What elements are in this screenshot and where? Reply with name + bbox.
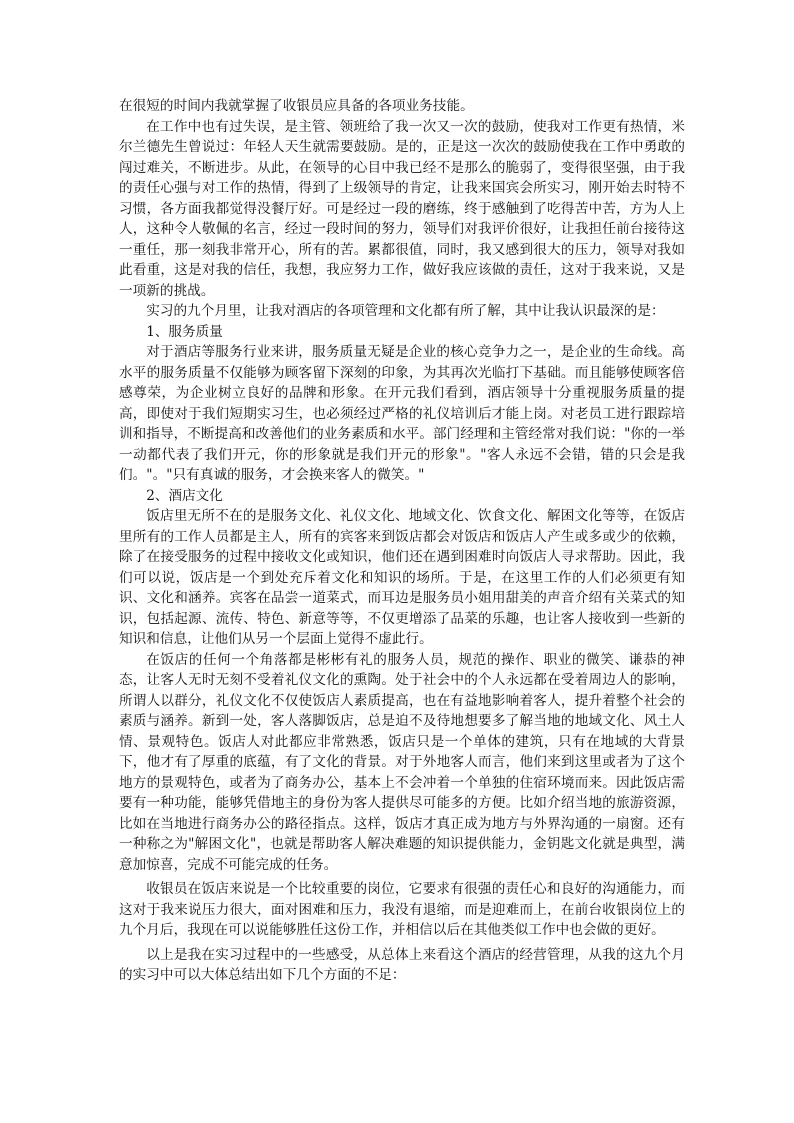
paragraph-service-quality: 对于酒店等服务行业来讲，服务质量无疑是企业的核心竞争力之一，是企业的生命线。高水平的服务质量不仅能够为顾客留下深刻的印象，为其再次光临打下基础。而且能够使顾客倍感尊荣，为企业树立良好的品牌和形象。在开元我们看到，酒店领导十分重视服务质量的提高，即使对于我们短期实习生，也必须经过严格的礼仪培训后才能上岗。对老员工进行跟踪培训和指导，不断提高和改善他们的业务素质和水平。部门经理和主管经常对我们说："你的一举一动都代表了我们开元，你的形象就是我们开元的形象"。"客人永远不会错，错的只会是我们。"。"只有真诚的服务，才会换来客人的微笑。" <box>119 344 685 483</box>
section-heading-service-quality: 1、服务质量 <box>146 323 223 340</box>
paragraph-hotel-culture: 饭店里无所不在的是服务文化、礼仪文化、地域文化、饮食文化、解困文化等等，在饭店里所有的工作人员都是主人，所有的宾客来到饭店都会对饭店和饭店人产生或多或少的依赖，除了在接受服务的过程中接收文化或知识，他们还在遇到困难时向饭店人寻求帮助。因此，我们可以说，饭店是一个到处充斥着文化和知识的场所。于是，在这里工作的人们必须更有知识、文化和涵养。宾客在品尝一道菜式，而耳边是服务员小姐用甜美的声音介绍有关菜式的知识，包括起源、流传、特色、新意等等，不仅更增添了品菜的乐趣，也让客人接收到一些新的知识和信息，让他们从另一个层面上觉得不虚此行。 <box>119 508 685 647</box>
paragraph-skills: 在很短的时间内我就掌握了收银员应具备的各项业务技能。 <box>119 98 474 114</box>
paragraph-etiquette-culture: 在饭店的任何一个角落都是彬彬有礼的服务人员，规范的操作、职业的微笑、谦恭的神态，让客人无时无刻不受着礼仪文化的熏陶。处于社会中的个人永远都在受着周边人的影响，所谓人以群分，礼仪文化不仅使饭店人素质提高，也在有益地影响着客人，提升着整个社会的素质与涵养。新到一处，客人落脚饭店，总是迫不及待地想要多了解当地的地域文化、风土人情、景观特色。饭店人对此都应非常熟悉，饭店只是一个单体的建筑，只有在地域的大背景下，他才有了厚重的底蕴，有了文化的背景。对于外地客人而言，他们来到这里或者为了这个地方的景观特色，或者为了商务办公，基本上不会冲着一个单独的住宿环境而来。因此饭店需要有一种功能，能够凭借地主的身份为客人提供尽可能多的方便。比如介绍当地的旅游资源，比如在当地进行商务办公的路径指点。这样，饭店才真正成为地方与外界沟通的一扇窗。还有一种称之为"解困文化"，也就是帮助客人解决难题的知识提供能力，金钥匙文化就是典型，满意加惊喜，完成不可能完成的任务。 <box>119 651 685 873</box>
paragraph-summary-shortcomings: 以上是我在实习过程中的一些感受，从总体上来看这个酒店的经营管理，从我的这九个月的实习中可以大体总结出如下几个方面的不足： <box>119 946 685 983</box>
paragraph-nine-months-intro: 实习的九个月里，让我对酒店的各项管理和文化都有所了解，其中让我认识最深的是： <box>146 303 665 319</box>
document-page <box>119 96 685 986</box>
section-heading-hotel-culture: 2、酒店文化 <box>146 487 223 504</box>
paragraph-cashier-role: 收银员在饭店来说是一个比较重要的岗位，它要求有很强的责任心和良好的沟通能力，而这对于我来说压力很大，面对困难和压力，我没有退缩，而是迎难而上，在前台收银岗位上的九个月后，我现在可以说能够胜任这份工作，并相信以后在其他类似工作中也会做的更好。 <box>119 881 685 938</box>
paragraph-mistakes-encouragement: 在工作中也有过失误，是主管、领班给了我一次又一次的鼓励，使我对工作更有热情，米尔兰德先生曾说过：年轻人天生就需要鼓励。是的，正是这一次次的鼓励使我在工作中勇敢的闯过难关，不断进步。从此，在领导的心目中我已经不是那么的脆弱了，变得很坚强，由于我的责任心强与对工作的热情，得到了上级领导的肯定，让我来国宾会所实习，刚开始去时特不习惯，各方面我都觉得没餐厅好。可是经过一段的磨练，终于感触到了吃得苦中苦，方为人上人，这种令人敬佩的名言，经过一段时间的努力，领导们对我评价很好，让我担任前台接待这一重任，那一刻我非常开心，所有的苦。累都很值，同时，我又感到很大的压力，领导对我如此看重，这是对我的信任，我想，我应努力工作，做好我应该做的责任，这对于我来说，又是一项新的挑战。 <box>119 118 685 299</box>
